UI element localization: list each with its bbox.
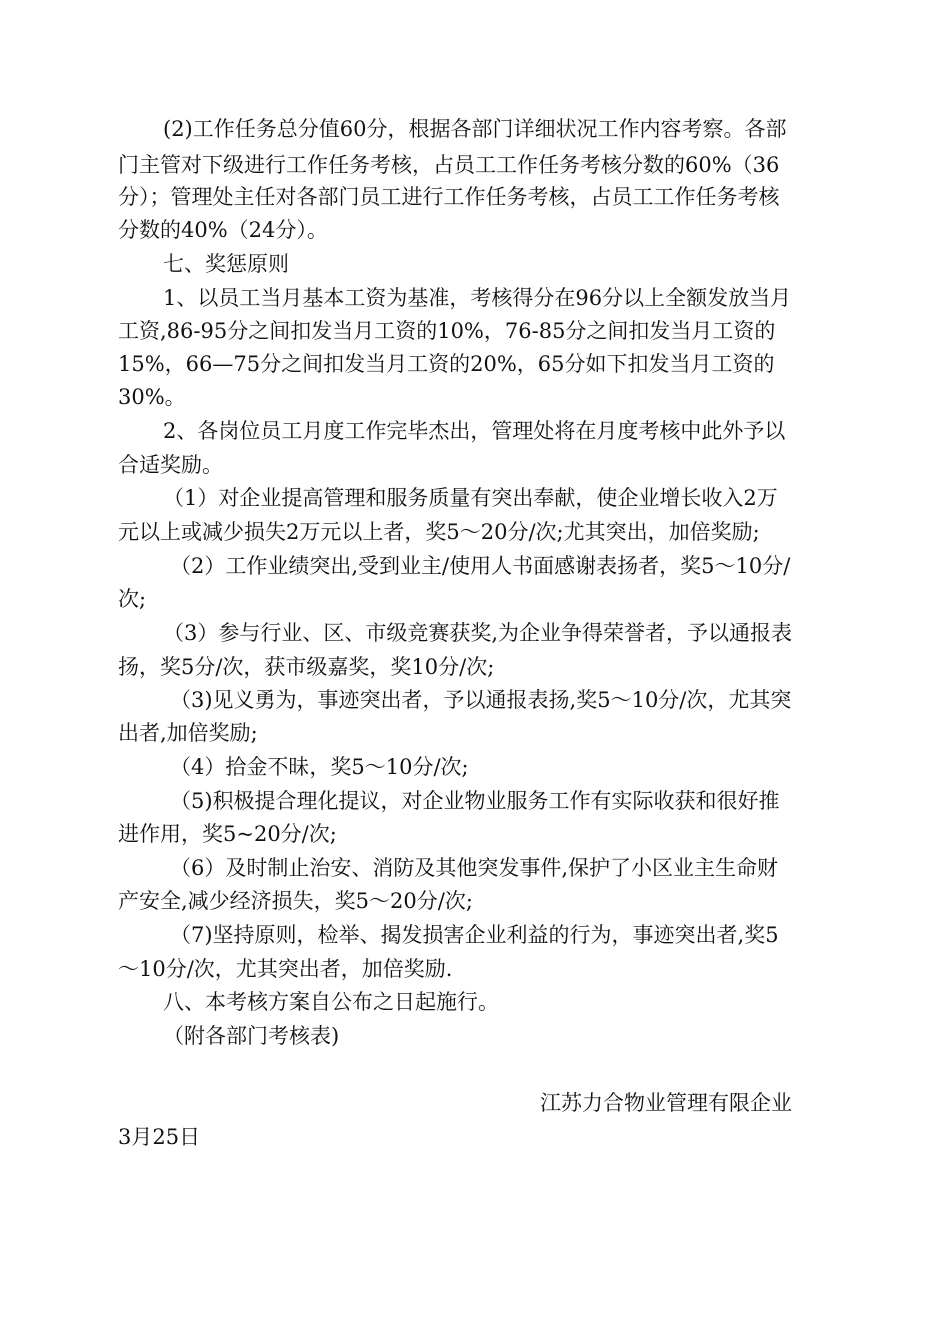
document-date: 3月25日 bbox=[118, 1125, 201, 1149]
company-signature: 江苏力合物业管理有限企业 bbox=[540, 1091, 792, 1115]
list-item-line: （2）工作业绩突出,受到业主/使用人书面感谢表扬者，奖5～10分/ bbox=[170, 554, 791, 578]
paragraph-line: 分）；管理处主任对各部门员工进行工作任务考核，占员工工作任务考核 bbox=[118, 185, 780, 209]
list-item-line: 产安全,减少经济损失，奖5～20分/次; bbox=[118, 889, 473, 913]
paragraph-line: 工资,86-95分之间扣发当月工资的10%，76-85分之间扣发当月工资的 bbox=[118, 319, 776, 343]
list-item-line: 扬，奖5分/次，获市级嘉奖，奖10分/次; bbox=[118, 655, 495, 679]
paragraph-line: (2)工作任务总分值60分，根据各部门详细状况工作内容考察。各部 bbox=[163, 117, 787, 141]
paragraph-line: 合适奖励。 bbox=[118, 453, 223, 477]
paragraph-line: 30%。 bbox=[118, 385, 186, 409]
paragraph-line: 15%，66—75分之间扣发当月工资的20%，65分如下扣发当月工资的 bbox=[118, 352, 775, 376]
list-item-line: 元以上或减少损失2万元以上者，奖5～20分/次;尤其突出，加倍奖励; bbox=[118, 520, 760, 544]
list-item-line: ～10分/次，尤其突出者，加倍奖励. bbox=[118, 957, 453, 981]
paragraph-line: 分数的40%（24分）。 bbox=[118, 218, 328, 242]
list-item-line: 出者,加倍奖励; bbox=[118, 721, 258, 745]
section-heading: 八、本考核方案自公布之日起施行。 bbox=[163, 990, 499, 1014]
list-item-line: （5)积极提合理化提议，对企业物业服务工作有实际收获和很好推 bbox=[170, 789, 780, 813]
list-item-line: （1）对企业提高管理和服务质量有突出奉献，使企业增长收入2万 bbox=[163, 486, 778, 510]
list-item-line: （4）拾金不昧，奖5～10分/次; bbox=[170, 755, 469, 779]
section-heading: 七、奖惩原则 bbox=[163, 252, 289, 276]
list-item-line: 次; bbox=[118, 587, 147, 611]
paragraph-line: 门主管对下级进行工作任务考核，占员工工作任务考核分数的60%（36 bbox=[118, 153, 780, 177]
list-item-line: （3)见义勇为，事迹突出者，予以通报表扬,奖5～10分/次，尤其突 bbox=[170, 688, 792, 712]
list-item-line: 进作用，奖5~20分/次; bbox=[118, 822, 337, 846]
attachment-note: （附各部门考核表) bbox=[163, 1024, 340, 1048]
paragraph-line: 2、各岗位员工月度工作完毕杰出，管理处将在月度考核中此外予以 bbox=[163, 419, 786, 443]
paragraph-line: 1、以员工当月基本工资为基准，考核得分在96分以上全额发放当月 bbox=[163, 286, 792, 310]
list-item-line: （6）及时制止治安、消防及其他突发事件,保护了小区业主生命财 bbox=[170, 856, 779, 880]
list-item-line: （7)坚持原则，检举、揭发损害企业利益的行为，事迹突出者,奖5 bbox=[170, 923, 779, 947]
list-item-line: （3）参与行业、区、市级竞赛获奖,为企业争得荣誉者，予以通报表 bbox=[163, 621, 793, 645]
